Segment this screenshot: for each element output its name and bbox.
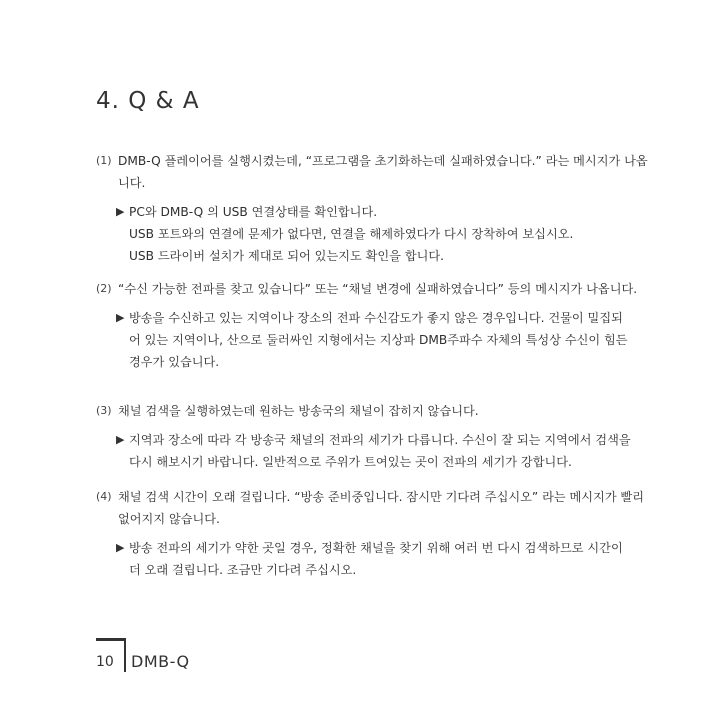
right-triangle-icon: ▶ [116,205,125,218]
answer-line: PC와 DMB-Q 의 USB 연결상태를 확인합니다. [129,205,378,219]
qa-item-1 [96,150,656,267]
answer-1 [116,201,656,267]
question-4 [96,486,656,530]
question-text: 채널 검색 시간이 오래 걸립니다. “방송 준비중입니다. 잠시만 기다려 주십시오” 라는 메시지가 빨리 없어지지 않습니다. [118,490,645,526]
answer-line: 다시 해보시기 바랍니다. 일반적으로 주위가 트여있는 곳이 전파의 세기가 강합니다. [129,455,572,469]
answer-line: 경우가 있습니다. [129,355,220,369]
question-number: (4) [96,490,112,503]
question-number: (1) [96,154,112,167]
footer-rule [96,638,124,641]
right-triangle-icon: ▶ [116,541,125,554]
footer-divider [124,638,126,672]
answer-2 [116,307,656,373]
answer-line: 더 오래 걸립니다. 조금만 기다려 주십시오. [129,563,357,577]
question-2 [96,278,656,300]
answer-line: USB 포트와의 연결에 문제가 없다면, 연결을 해제하였다가 다시 장착하여 보십시오. [129,227,574,241]
answer-line: USB 드라이버 설치가 제대로 되어 있는지도 확인을 합니다. [129,249,445,263]
question-text: DMB-Q 플레이어를 실행시켰는데, “프로그램을 초기화하는데 실패하였습니다.” 라는 메시지가 나옵니다. [118,154,648,190]
question-1 [96,150,656,194]
answer-4 [116,537,656,581]
question-3 [96,400,656,422]
right-triangle-icon: ▶ [116,433,125,446]
qa-item-2 [96,278,656,373]
qa-item-4 [96,486,656,581]
question-number: (2) [96,282,112,295]
answer-line: 방송 전파의 세기가 약한 곳일 경우, 정확한 채널을 찾기 위해 여러 번 다시 검색하므로 시간이 [129,541,623,555]
page-footer [96,638,296,678]
answer-3 [116,429,656,473]
answer-line: 방송을 수신하고 있는 지역이나 장소의 전파 수신감도가 좋지 않은 경우입니다. 건물이 밀집되 [129,311,623,325]
qa-item-3 [96,400,656,473]
brand-label: DMB-Q [131,652,190,671]
question-text: 채널 검색을 실행하였는데 원하는 방송국의 채널이 잡히지 않습니다. [118,404,479,418]
section-heading: 4. Q & A [96,88,200,114]
answer-line: 어 있는 지역이나, 산으로 둘러싸인 지형에서는 지상파 DMB주파수 자체의 특성상 수신이 힘든 [129,333,628,347]
question-text: “수신 가능한 전파를 찾고 있습니다” 또는 “채널 변경에 실패하였습니다” 등의 메시지가 나옵니다. [118,282,638,296]
question-number: (3) [96,404,112,417]
page-number: 10 [96,654,114,670]
right-triangle-icon: ▶ [116,311,125,324]
answer-line: 지역과 장소에 따라 각 방송국 채널의 전파의 세기가 다릅니다. 수신이 잘 되는 지역에서 검색을 [129,433,631,447]
